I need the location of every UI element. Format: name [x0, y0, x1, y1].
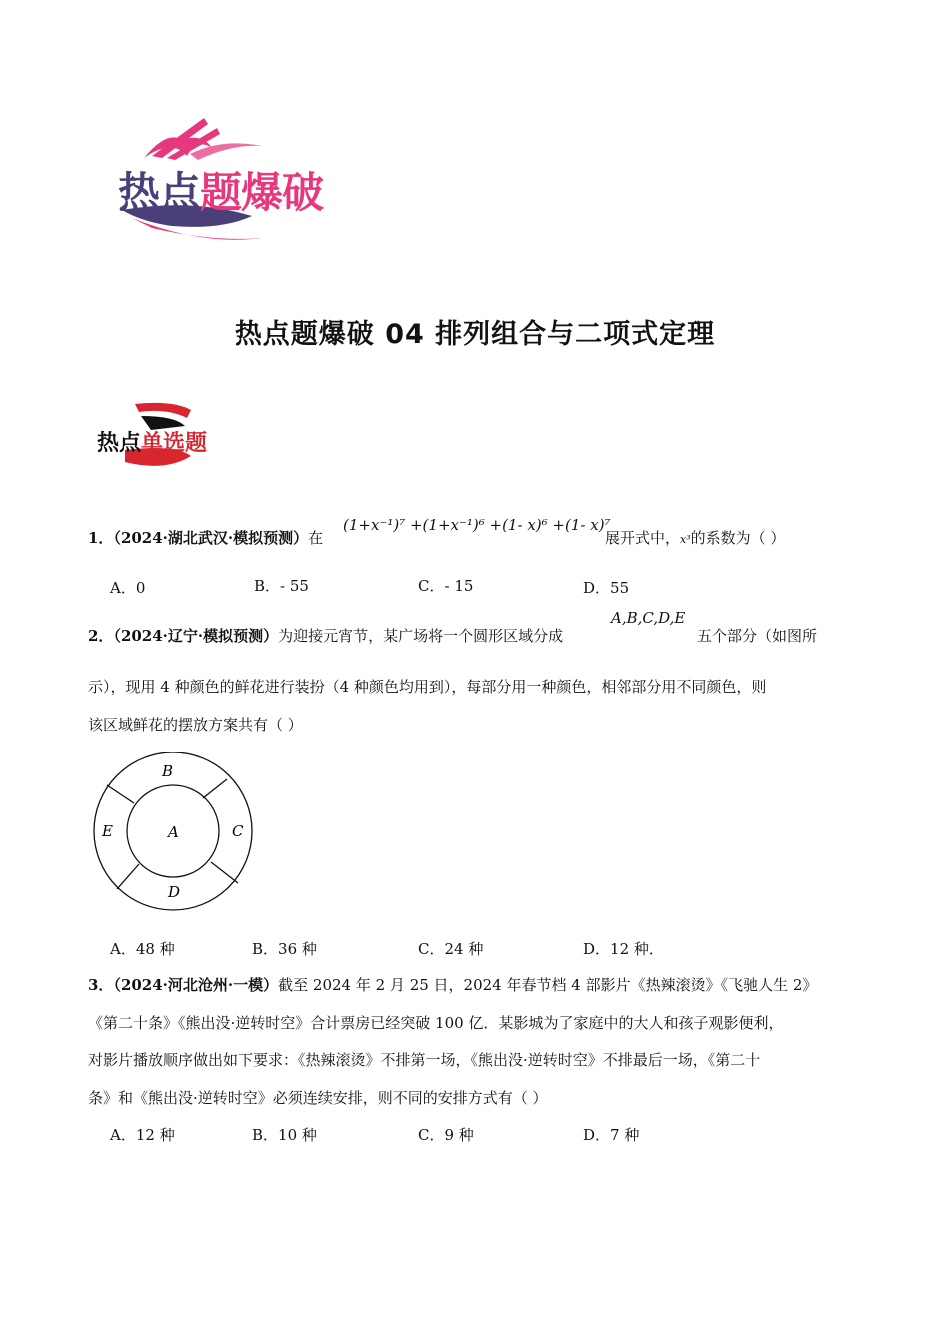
option-c[interactable]: C．24 种 [418, 940, 484, 958]
option-b[interactable]: B．- 55 [254, 577, 309, 595]
region-labels: A,B,C,D,E [611, 609, 686, 627]
option-d[interactable]: D．55 [583, 579, 630, 597]
ring-diagram [86, 752, 260, 918]
option-a[interactable]: A．12 种 [110, 1126, 175, 1144]
single-choice-badge [95, 400, 240, 472]
label-c: C [232, 822, 244, 840]
option-a[interactable]: A．48 种 [110, 940, 175, 958]
page-title: 热点题爆破 04 排列组合与二项式定理 [234, 319, 716, 350]
question-1: 1．（2024·湖北武汉·模拟预测）在 [88, 529, 324, 547]
question-1-continued: 展开式中，x³的系数为（ ） [605, 529, 786, 547]
question-3-line4: 条》和《熊出没·逆转时空》必须连续安排，则不同的安排方式有（ ） [88, 1089, 548, 1107]
question-3: 3．（2024·河北沧州·一模）截至 2024 年 2 月 25 日，2024 年春节档 4 部影片《热辣滚烫》《飞驰人生 2》 [88, 976, 818, 994]
logo-text: 热点题爆破 [118, 168, 324, 217]
question-3-line3: 对影片播放顺序做出如下要求：《热辣滚烫》不排第一场，《熊出没·逆转时空》不排最后一场，《第二十 [88, 1051, 761, 1069]
option-b[interactable]: B．36 种 [252, 940, 317, 958]
option-a[interactable]: A．0 [110, 579, 146, 597]
question-2: 2．（2024·辽宁·模拟预测）为迎接元宵节，某广场将一个圆形区域分成 [88, 627, 564, 645]
badge-text: 热点单选题 [97, 431, 208, 456]
option-c[interactable]: C．- 15 [418, 577, 474, 595]
binomial-expression: (1+x⁻¹)⁷ +(1+x⁻¹)⁶ +(1- x)⁶ +(1- x)⁷ [343, 516, 611, 534]
question-2-line1-end: 五个部分（如图所 [697, 627, 818, 645]
question-3-line2: 《第二十条》《熊出没·逆转时空》合计票房已经突破 100 亿．某影城为了家庭中的大人和孩子观影便利， [88, 1014, 784, 1032]
option-d[interactable]: D．12 种． [583, 940, 664, 958]
label-b: B [162, 762, 174, 780]
label-e: E [102, 822, 113, 840]
label-a: A [168, 823, 179, 841]
question-2-line2: 示），现用 4 种颜色的鲜花进行装扮（4 种颜色均用到），每部分用一种颜色，相邻部分用不同颜色，则 [88, 678, 767, 696]
question-2-line3: 该区域鲜花的摆放方案共有（ ） [88, 716, 303, 734]
option-c[interactable]: C．9 种 [418, 1126, 474, 1144]
hot-topic-logo [112, 118, 342, 243]
option-b[interactable]: B．10 种 [252, 1126, 317, 1144]
option-d[interactable]: D．7 种 [583, 1126, 640, 1144]
label-d: D [168, 883, 181, 901]
